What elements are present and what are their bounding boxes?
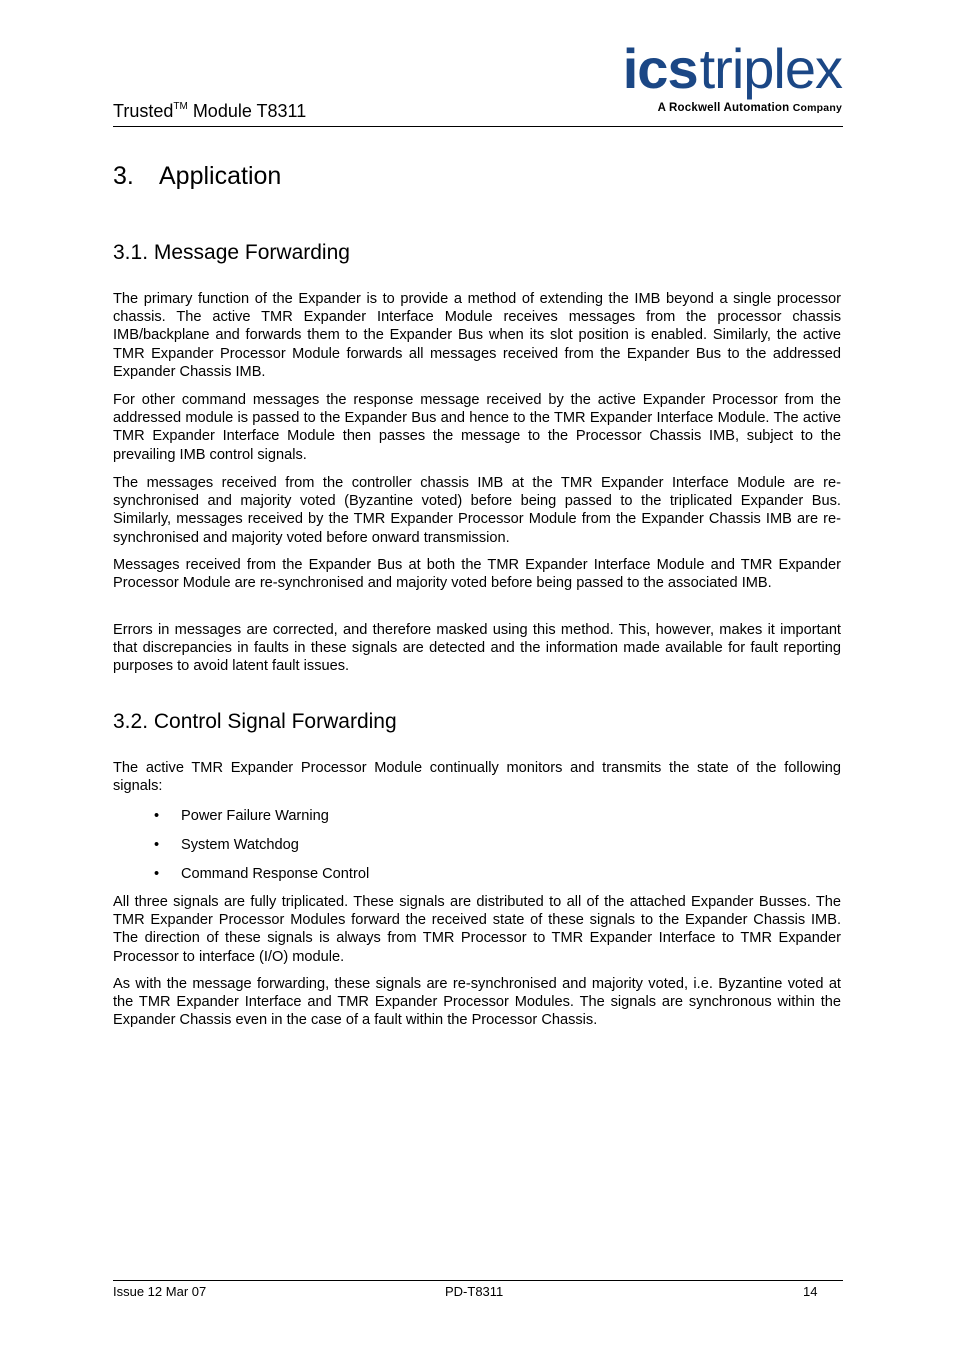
paragraph: Errors in messages are corrected, and therefore masked using this method. This, however, makes it important that discrepancies in faults in these signals are detected and the information made available for fault reporting purposes to avoid latent fault issues.	[113, 622, 841, 675]
bullet-icon: •	[154, 866, 160, 882]
header-divider	[113, 126, 843, 127]
section-number: 3.	[113, 162, 134, 190]
subsection-heading-control-signal-forwarding: 3.2. Control Signal Forwarding	[113, 710, 397, 733]
footer-divider	[113, 1280, 843, 1281]
list-item	[154, 865, 369, 894]
ics-triplex-logo	[610, 37, 844, 120]
paragraph: All three signals are fully triplicated. These signals are distributed to all of the attached Expander Busses. The TMR Expander Processor Modules forward the received state of these signals to the Expander Chassis IMB. The direction of these signals is always from TMR Processor to TMR Expander Interface to TMR Expander Processor to interface (I/O) module.	[113, 894, 841, 965]
logo-triplex-text: triplex	[699, 37, 842, 100]
list-item-text: Power Failure Warning	[181, 808, 329, 824]
bullet-icon: •	[154, 837, 160, 853]
section-title: Application	[159, 162, 282, 190]
list-item-text: Command Response Control	[181, 866, 370, 882]
header-title-pre: Trusted	[113, 101, 174, 121]
section-heading	[113, 161, 281, 191]
subsection-heading-message-forwarding: 3.1. Message Forwarding	[113, 241, 350, 264]
paragraph: The primary function of the Expander is to provide a method of extending the IMB beyond a single processor chassis. The active TMR Expander Interface Module receives messages from the processor chassis IMB/backplane and forwards them to the Expander Bus when its slot position is enabled. Similarly, the active TMR Expander Processor Module forwards all messages received from the Expander Bus to the addressed Expander Chassis IMB.	[113, 291, 841, 380]
footer-issue: Issue 12 Mar 07	[113, 1284, 207, 1299]
paragraph: The active TMR Expander Processor Module continually monitors and transmits the state of the following signals:	[113, 760, 841, 795]
document-header-title	[113, 100, 306, 122]
logo-wordmark	[622, 37, 842, 100]
trademark-superscript: TM	[173, 101, 188, 112]
paragraph: The messages received from the controller chassis IMB at the TMR Expander Interface Module are re-synchronised and majority voted (Byzantine voted) before being passed to the triplicated Expander Bus. Similarly, messages received by the TMR Expander Processor Module from the Expander Chassis IMB are re-synchronised and majority voted before onward transmission.	[113, 475, 841, 546]
page-number: 14	[803, 1284, 818, 1299]
paragraph: Messages received from the Expander Bus at both the TMR Expander Interface Module and TMR Expander Processor Module are re-synchronised and majority voted before being passed to the associated IMB.	[113, 557, 841, 592]
signal-list	[154, 807, 369, 894]
logo-tagline-main: A Rockwell Automation	[657, 102, 790, 114]
paragraph: For other command messages the response message received by the active Expander Processor from the addressed module is passed to the Expander Bus and hence to the TMR Expander Interface Module. The active TMR Expander Interface Module then passes the message to the Processor Chassis IMB, subject to the prevailing IMB control signals.	[113, 392, 841, 463]
list-item	[154, 836, 369, 865]
logo-tagline	[658, 102, 842, 114]
logo-ics-text: ics	[622, 37, 698, 100]
logo-tagline-company: Company	[792, 102, 842, 114]
list-item	[154, 807, 369, 836]
paragraph: As with the message forwarding, these signals are re-synchronised and majority voted, i.e. Byzantine voted at the TMR Expander Interface and TMR Expander Processor Modules. The signals are synchronous within the Expander Chassis even in the case of a fault within the Processor Chassis.	[113, 976, 841, 1029]
list-item-text: System Watchdog	[181, 837, 299, 853]
bullet-icon: •	[154, 808, 160, 824]
footer-document-id: PD-T8311	[445, 1284, 504, 1299]
header-title-post: Module T8311	[187, 101, 307, 121]
